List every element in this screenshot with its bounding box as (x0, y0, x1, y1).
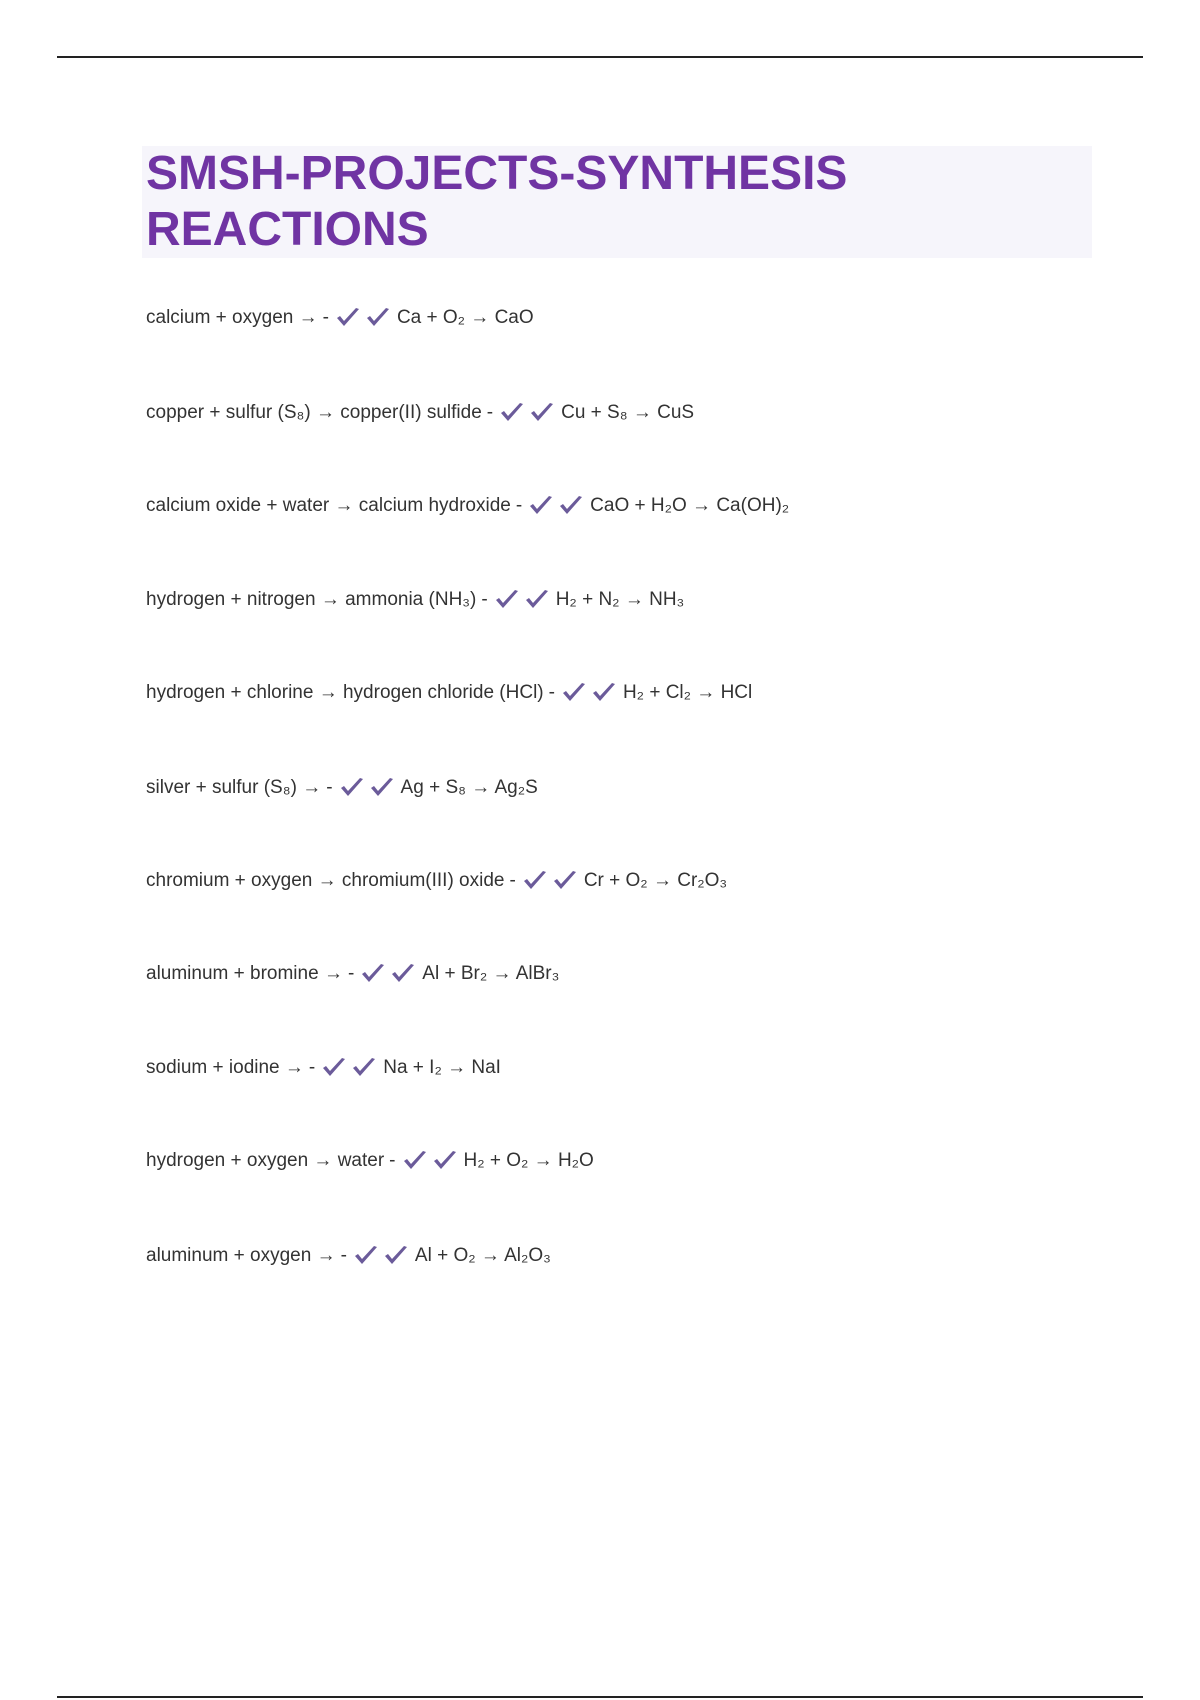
flashcard-answer: Al + Br₂ → AlBr₃ (422, 963, 560, 984)
flashcard-item (146, 866, 727, 896)
title-banner (142, 146, 1092, 258)
flashcard-answer: H₂ + Cl₂ → HCl (622, 682, 753, 703)
separator: - (340, 1245, 347, 1266)
check-icon (339, 775, 365, 801)
check-icon (353, 1243, 379, 1269)
check-icon (528, 493, 554, 519)
check-icon (561, 680, 587, 706)
check-icon (522, 868, 548, 894)
separator: - (322, 307, 329, 328)
flashcard-item (146, 398, 694, 428)
check-icon (390, 961, 416, 987)
check-icon (335, 305, 361, 331)
flashcard-question: hydrogen + nitrogen → ammonia (NH₃) (146, 589, 477, 610)
flashcard-item (146, 1053, 501, 1083)
check-icon (321, 1055, 347, 1081)
check-icon (351, 1055, 377, 1081)
flashcard-answer: Ag + S₈ → Ag₂S (400, 777, 538, 798)
flashcard-question: sodium + iodine → (146, 1057, 304, 1078)
flashcard-question: hydrogen + oxygen → water (146, 1150, 385, 1171)
flashcard-item (146, 303, 534, 333)
separator: - (481, 589, 488, 610)
check-icon (591, 680, 617, 706)
flashcard-answer: Al + O₂ → Al₂O₃ (414, 1245, 551, 1266)
flashcard-question: aluminum + bromine → (146, 963, 343, 984)
flashcard-answer: Cr + O₂ → Cr₂O₃ (583, 870, 728, 891)
check-icon (494, 587, 520, 613)
flashcard-item (146, 1146, 594, 1176)
separator: - (486, 402, 494, 423)
flashcard-question: copper + sulfur (S₈) → copper(II) sulfide (146, 402, 482, 423)
check-icon (552, 868, 578, 894)
separator: - (509, 870, 516, 891)
flashcard-item (146, 959, 559, 989)
flashcard-question: silver + sulfur (S₈) → (146, 777, 322, 798)
flashcard-answer: Na + I₂ → NaI (383, 1057, 501, 1078)
check-icon (402, 1148, 428, 1174)
flashcard-question: aluminum + oxygen → (146, 1245, 336, 1266)
check-icon (499, 400, 525, 426)
check-icon (432, 1148, 458, 1174)
flashcard-answer: H₂ + O₂ → H₂O (463, 1150, 594, 1171)
check-icon (365, 305, 391, 331)
flashcard-answer: H₂ + N₂ → NH₃ (555, 589, 685, 610)
top-rule (57, 56, 1143, 58)
bottom-rule (57, 1696, 1143, 1698)
separator: - (389, 1150, 396, 1171)
flashcard-item (146, 1241, 551, 1271)
check-icon (369, 775, 395, 801)
separator: - (326, 777, 333, 798)
check-icon (360, 961, 386, 987)
check-icon (524, 587, 550, 613)
flashcard-answer: CaO + H₂O → Ca(OH)₂ (590, 495, 790, 516)
separator: - (347, 963, 355, 984)
flashcard-answer: Cu + S₈ → CuS (561, 402, 695, 423)
check-icon (383, 1243, 409, 1269)
document-title: SMSH-PROJECTS-SYNTHESIS REACTIONS (146, 147, 848, 256)
flashcard-item (146, 773, 538, 803)
flashcard-item (146, 491, 789, 521)
flashcard-question: calcium oxide + water → calcium hydroxide (146, 495, 511, 516)
flashcard-item (146, 585, 684, 615)
separator: - (548, 682, 555, 703)
separator: - (308, 1057, 316, 1078)
check-icon (558, 493, 584, 519)
flashcard-item (146, 678, 752, 708)
flashcard-question: chromium + oxygen → chromium(III) oxide (146, 870, 505, 891)
flashcard-question: calcium + oxygen → (146, 307, 318, 328)
flashcard-question: hydrogen + chlorine → hydrogen chloride (HCl) (146, 682, 544, 703)
separator: - (515, 495, 523, 516)
flashcard-answer: Ca + O₂ → CaO (396, 307, 534, 328)
check-icon (529, 400, 555, 426)
